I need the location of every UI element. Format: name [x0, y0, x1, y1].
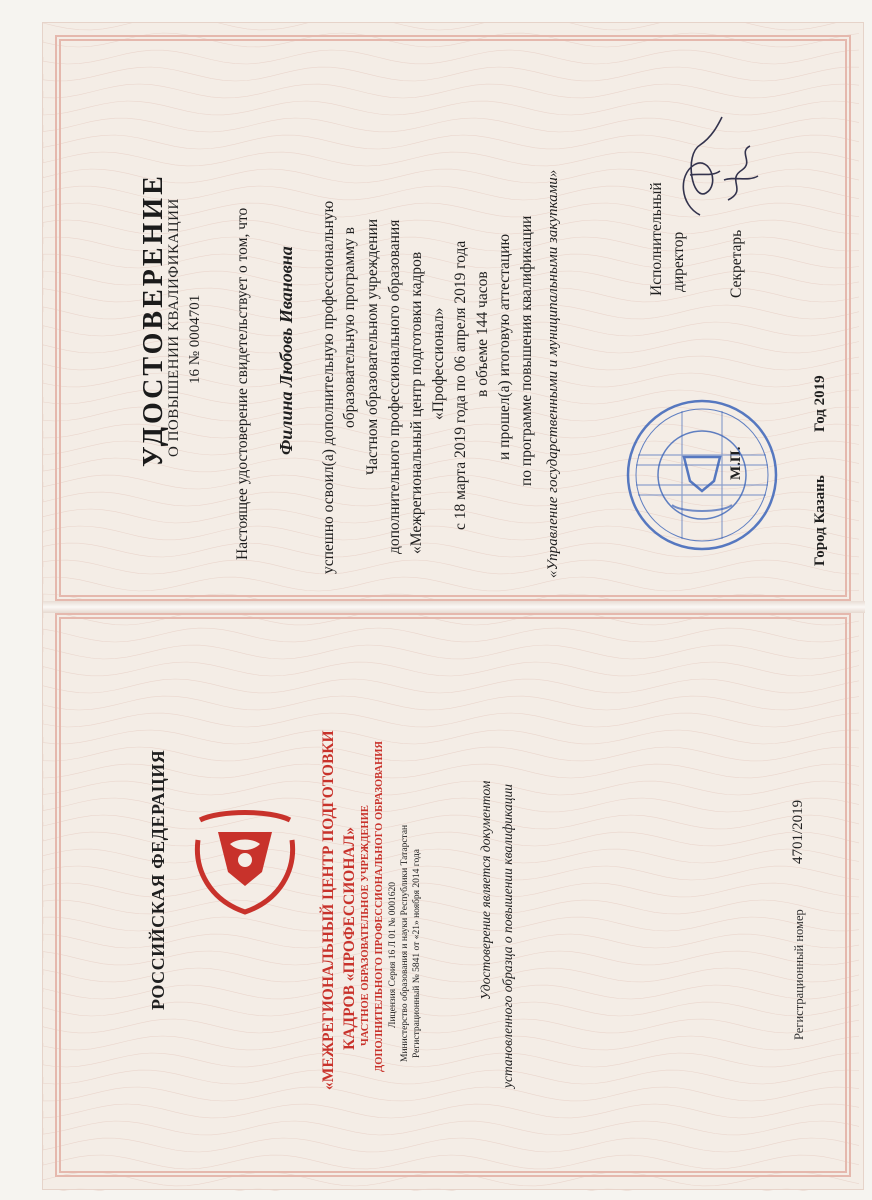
body-line-4: дополнительного профессионального образования	[386, 219, 403, 554]
body-line-2: образовательную программу в	[341, 227, 358, 428]
guilloche-line	[43, 1189, 859, 1191]
guilloche-line	[43, 23, 859, 30]
note-line-1: Удостоверение является документом	[478, 780, 493, 1000]
registration-number: 4701/2019	[790, 799, 806, 864]
secretary-label: Секретарь	[728, 229, 745, 298]
organization-emblem	[190, 800, 300, 920]
inner-frame-cover-page	[55, 613, 851, 1177]
license-line-2: Министерство образования и науки Республики Татарстан	[400, 824, 410, 1062]
program-name: «Управление государственными и муниципальными закупками»	[545, 169, 561, 578]
certificate-number: 16 № 0004701	[187, 294, 203, 384]
course-dates: с 18 марта 2019 года по 06 апреля 2019 года	[452, 240, 469, 530]
country-name: РОССИЙСКАЯ ФЕДЕРАЦИЯ	[148, 749, 168, 1010]
course-hours: в объеме 144 часов	[474, 271, 491, 397]
city-label: Город Казань	[812, 475, 828, 566]
registration-label: Регистрационный номер	[792, 909, 806, 1040]
director-label-2: директор	[670, 231, 687, 292]
body-line-6: «Профессионал»	[430, 307, 447, 420]
body-line-3: Частном образовательном учреждении	[364, 218, 381, 475]
intro-text: Настоящее удостоверение свидетельствует о том, что	[234, 207, 251, 560]
person-name: Филина Любовь Ивановна	[276, 246, 296, 455]
year-label: Год 2019	[812, 375, 828, 432]
body-line-1: успешно освоил(а) дополнительную профессиональную	[320, 200, 337, 574]
institution-seal	[622, 395, 782, 555]
org-name-line-1: «МЕЖРЕГИОНАЛЬНЫЙ ЦЕНТР ПОДГОТОВКИ	[320, 730, 337, 1090]
secretary-signature	[718, 140, 763, 210]
body-line-9: и прошел(а) итоговую аттестацию	[496, 233, 513, 460]
note-line-2: установленного образца о повышении квалификации	[500, 783, 515, 1088]
director-label-1: Исполнительный	[648, 182, 665, 296]
stamp-label: М.П.	[728, 446, 744, 480]
license-line-3: Регистрационный № 5841 от «21» ноября 2014 года	[412, 849, 422, 1058]
org-type-line-1: ЧАСТНОЕ ОБРАЗОВАТЕЛЬНОЕ УЧРЕЖДЕНИЕ	[360, 805, 371, 1046]
body-line-10: по программе повышения квалификации	[518, 215, 535, 486]
org-type-line-2: ДОПОЛНИТЕЛЬНОГО ПРОФЕССИОНАЛЬНОГО ОБРАЗОВАНИЯ	[374, 741, 385, 1072]
org-name-line-2: КАДРОВ «ПРОФЕССИОНАЛ»	[341, 827, 358, 1050]
certificate-title: УДОСТОВЕРЕНИЕ	[138, 173, 169, 467]
body-line-5: «Межрегиональный центр подготовки кадров	[408, 251, 425, 554]
certificate-subtitle: О ПОВЫШЕНИИ КВАЛИФИКАЦИИ	[166, 198, 182, 457]
fold-line	[43, 601, 865, 613]
license-line-1: Лицензия Серия 16 Л 01 № 0001620	[388, 882, 398, 1028]
